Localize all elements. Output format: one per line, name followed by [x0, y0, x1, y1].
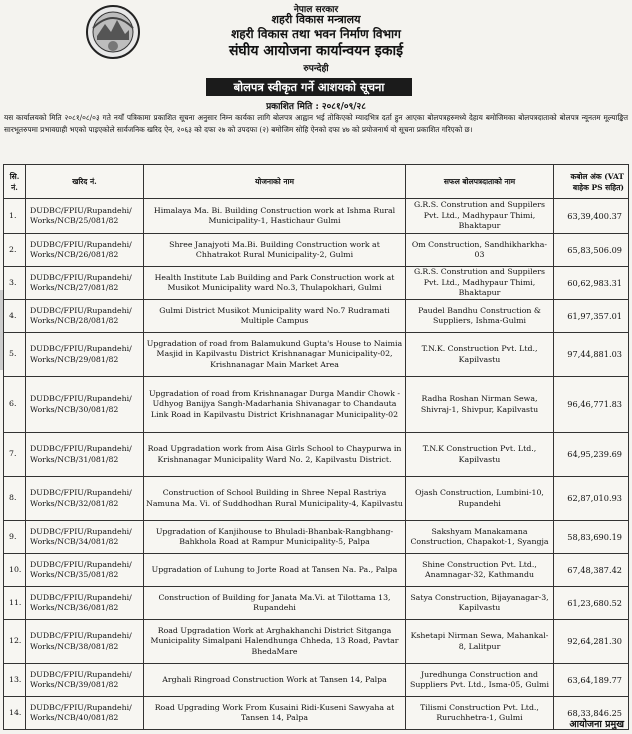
row-supplier: Paudel Bandhu Construction & Suppliers, Ishma-Gulmi [406, 300, 554, 333]
row-tender-no: DUDBC/FPIU/Rupandehi/ Works/NCB/27/081/82 [26, 267, 144, 300]
row-project-name: Construction of Building for Janata Ma.Vi. at Tilottama 13, Rupandehi [144, 587, 406, 620]
row-sn: 4. [4, 300, 26, 333]
header-supplier: सफल बोलपत्रदाताको नाम [406, 165, 554, 199]
header-line-unit: संघीय आयोजना कार्यान्वयन इकाई [228, 43, 404, 59]
table-row [4, 664, 629, 697]
row-project-name: Arghali Ringroad Construction Work at Tansen 14, Palpa [144, 664, 406, 697]
row-tender-no: DUDBC/FPIU/Rupandehi/ Works/NCB/30/081/82 [26, 377, 144, 433]
row-amount: 61,97,357.01 [554, 300, 629, 333]
header-sn: सि. नं. [4, 165, 26, 199]
row-supplier: G.R.S. Constrution and Suppilers Pvt. Ltd., Madhypaur Thimi, Bhaktapur [406, 267, 554, 300]
row-project-name: Road Upgradation Work at Arghakhanchi District Sitganga Municipality Simalpani Halendhunga Chheda, 13 Road, Pavtar BhedaMare [144, 620, 406, 664]
table-row [4, 477, 629, 521]
row-amount: 97,44,881.03 [554, 333, 629, 377]
row-supplier: Ojash Construction, Lumbini-10, Rupandehi [406, 477, 554, 521]
row-tender-no: DUDBC/FPIU/Rupandehi/ Works/NCB/25/081/82 [26, 199, 144, 234]
row-project-name: Upgradation of road from Balamukund Gupta's House to Naimia Masjid in Kapilvastu District Krishnanagar Municipality-02, Krishnanagar Main Market Area [144, 333, 406, 377]
row-sn: 10. [4, 554, 26, 587]
table-row [4, 267, 629, 300]
table-row [4, 433, 629, 477]
row-sn: 8. [4, 477, 26, 521]
row-sn: 9. [4, 521, 26, 554]
row-sn: 2. [4, 234, 26, 267]
row-project-name: Upgradation of road from Krishnanagar Durga Mandir Chowk -Udhyog Banijya Sangh-Madarhania Shivanagar to Chandauta Link Road in Kapilvastu District Krishnanagar Municipality-02 [144, 377, 406, 433]
header-line-department: शहरी विकास तथा भवन निर्माण विभाग [231, 27, 401, 41]
header-project-name: योजनाको नाम [144, 165, 406, 199]
row-project-name: Shree Janajyoti Ma.Bi. Building Construction work at Chhatrakot Rural Municipality-2, Gulmi [144, 234, 406, 267]
table-row [4, 234, 629, 267]
row-sn: 12. [4, 620, 26, 664]
table-row [4, 377, 629, 433]
row-tender-no: DUDBC/FPIU/Rupandehi/ Works/NCB/39/081/82 [26, 664, 144, 697]
row-amount: 64,95,239.69 [554, 433, 629, 477]
row-tender-no: DUDBC/FPIU/Rupandehi/ Works/NCB/40/081/82 [26, 697, 144, 730]
header-amount: कबोल अंक (VAT बाहेक PS सहित) [554, 165, 629, 199]
header-line-ministry: शहरी विकास मन्त्रालय [271, 13, 361, 26]
row-supplier: G.R.S. Constrution and Suppilers Pvt. Ltd., Madhypaur Thimi, Bhaktapur [406, 199, 554, 234]
notice-title-banner: बोलपत्र स्वीकृत गर्ने आशयको सूचना [206, 78, 412, 96]
table-header-row [4, 165, 629, 199]
row-sn: 5. [4, 333, 26, 377]
row-tender-no: DUDBC/FPIU/Rupandehi/ Works/NCB/28/081/82 [26, 300, 144, 333]
table-row [4, 620, 629, 664]
table-row [4, 300, 629, 333]
intro-paragraph: यस कार्यालयको मिति २०८१/०८/०३ गते नयाँ पत्रिकामा प्रकाशित सूचना अनुसार निम्न कार्यका लागि बोलपत्र आह्वान भई तोकिएको म्यादभित्र दर्ता हुन आएका बोलपत्रहरुमध्ये देहाय बमोजिमका बोलपत्रदाताको बोलपत्र न्यूनतम मूल्याङ्कित सारभूतरुपमा प्रभावग्राही भएको पाइएकोले सार्वजनिक खरिद ऐन, २०६३ को दफा २७ को उपदफा (२) बमोजिम सोहि ऐनको दफा ४७ को प्रयोजनार्थ यो सूचना प्रकाशित गरिएको छ। [4, 113, 628, 135]
row-supplier: Om Construction, Sandhikharkha-03 [406, 234, 554, 267]
row-tender-no: DUDBC/FPIU/Rupandehi/ Works/NCB/32/081/82 [26, 477, 144, 521]
row-supplier: Sakshyam Manakamana Construction, Chapakot-1, Syangja [406, 521, 554, 554]
row-supplier: Shine Construction Pvt. Ltd., Anamnagar-32, Kathmandu [406, 554, 554, 587]
row-supplier: Juredhunga Construction and Suppliers Pvt. Ltd., Isma-05, Gulmi [406, 664, 554, 697]
award-table [3, 164, 629, 730]
row-supplier: Satya Construction, Bijayanagar-3, Kapilvastu [406, 587, 554, 620]
table-row [4, 333, 629, 377]
row-tender-no: DUDBC/FPIU/Rupandehi/ Works/NCB/34/081/82 [26, 521, 144, 554]
row-amount: 61,23,680.52 [554, 587, 629, 620]
row-amount: 63,64,189.77 [554, 664, 629, 697]
row-supplier: T.N.K. Construction Pvt. Ltd., Kapilvastu [406, 333, 554, 377]
row-project-name: Himalaya Ma. Bi. Building Construction work at Ishma Rural Municipality-1, Hastichaur Gulmi [144, 199, 406, 234]
row-sn: 1. [4, 199, 26, 234]
signatory-label: आयोजना प्रमुख [569, 719, 624, 730]
row-amount: 67,48,387.42 [554, 554, 629, 587]
table-row [4, 697, 629, 730]
row-sn: 3. [4, 267, 26, 300]
row-amount: 96,46,771.83 [554, 377, 629, 433]
row-tender-no: DUDBC/FPIU/Rupandehi/ Works/NCB/36/081/82 [26, 587, 144, 620]
row-amount: 58,83,690.19 [554, 521, 629, 554]
row-sn: 6. [4, 377, 26, 433]
row-supplier: Radha Roshan Nirman Sewa, Shivraj-1, Shivpur, Kapilvastu [406, 377, 554, 433]
row-amount: 62,87,010.93 [554, 477, 629, 521]
row-tender-no: DUDBC/FPIU/Rupandehi/ Works/NCB/38/081/82 [26, 620, 144, 664]
row-tender-no: DUDBC/FPIU/Rupandehi/ Works/NCB/31/081/82 [26, 433, 144, 477]
row-sn: 11. [4, 587, 26, 620]
row-amount: 60,62,983.31 [554, 267, 629, 300]
row-sn: 13. [4, 664, 26, 697]
header-tender-no: खरिद नं. [26, 165, 144, 199]
row-project-name: Upgradation of Kanjihouse to Bhuladi-Bhanbak-Rangbhang-Bahkhola Road at Rampur Municipality-5, Palpa [144, 521, 406, 554]
row-project-name: Road Upgradation work from Aisa Girls School to Chaypurwa in Krishnanagar Municipality Ward No. 2, Kapilvastu District. [144, 433, 406, 477]
row-project-name: Construction of School Building in Shree Nepal Rastriya Namuna Ma. Vi. of Suddhodhan Rural Municipality-4, Kapilvastu [144, 477, 406, 521]
table-row [4, 587, 629, 620]
header-line-government: नेपाल सरकार [293, 5, 339, 15]
row-amount: 65,83,506.09 [554, 234, 629, 267]
row-amount: 92,64,281.30 [554, 620, 629, 664]
row-supplier: T.N.K Construction Pvt. Ltd., Kapilvastu [406, 433, 554, 477]
row-project-name: Upgradation of Luhung to Jorte Road at Tansen Na. Pa., Palpa [144, 554, 406, 587]
publish-date: प्रकाशित मिति : २०८१/०९/२८ [266, 102, 366, 112]
row-project-name: Health Institute Lab Building and Park Construction work at Musikot Municipality ward No.3, Thulapokhari, Gulmi [144, 267, 406, 300]
table-row [4, 199, 629, 234]
row-tender-no: DUDBC/FPIU/Rupandehi/ Works/NCB/26/081/82 [26, 234, 144, 267]
row-amount: 68,33,846.25 [554, 697, 629, 730]
row-sn: 7. [4, 433, 26, 477]
row-supplier: Tilismi Construction Pvt. Ltd., Ruruchhetra-1, Gulmi [406, 697, 554, 730]
row-project-name: Gulmi District Musikot Municipality ward No.7 Rudramati Multiple Campus [144, 300, 406, 333]
row-tender-no: DUDBC/FPIU/Rupandehi/ Works/NCB/35/081/82 [26, 554, 144, 587]
table-row [4, 554, 629, 587]
row-amount: 63,39,400.37 [554, 199, 629, 234]
row-project-name: Road Upgrading Work From Kusaini Ridi-Kuseni Sawyaha at Tansen 14, Palpa [144, 697, 406, 730]
header-line-location: रुपन्देही [303, 64, 329, 74]
row-supplier: Kshetapi Nirman Sewa, Mahankal-8, Lalitpur [406, 620, 554, 664]
table-row [4, 521, 629, 554]
row-sn: 14. [4, 697, 26, 730]
row-tender-no: DUDBC/FPIU/Rupandehi/ Works/NCB/29/081/82 [26, 333, 144, 377]
